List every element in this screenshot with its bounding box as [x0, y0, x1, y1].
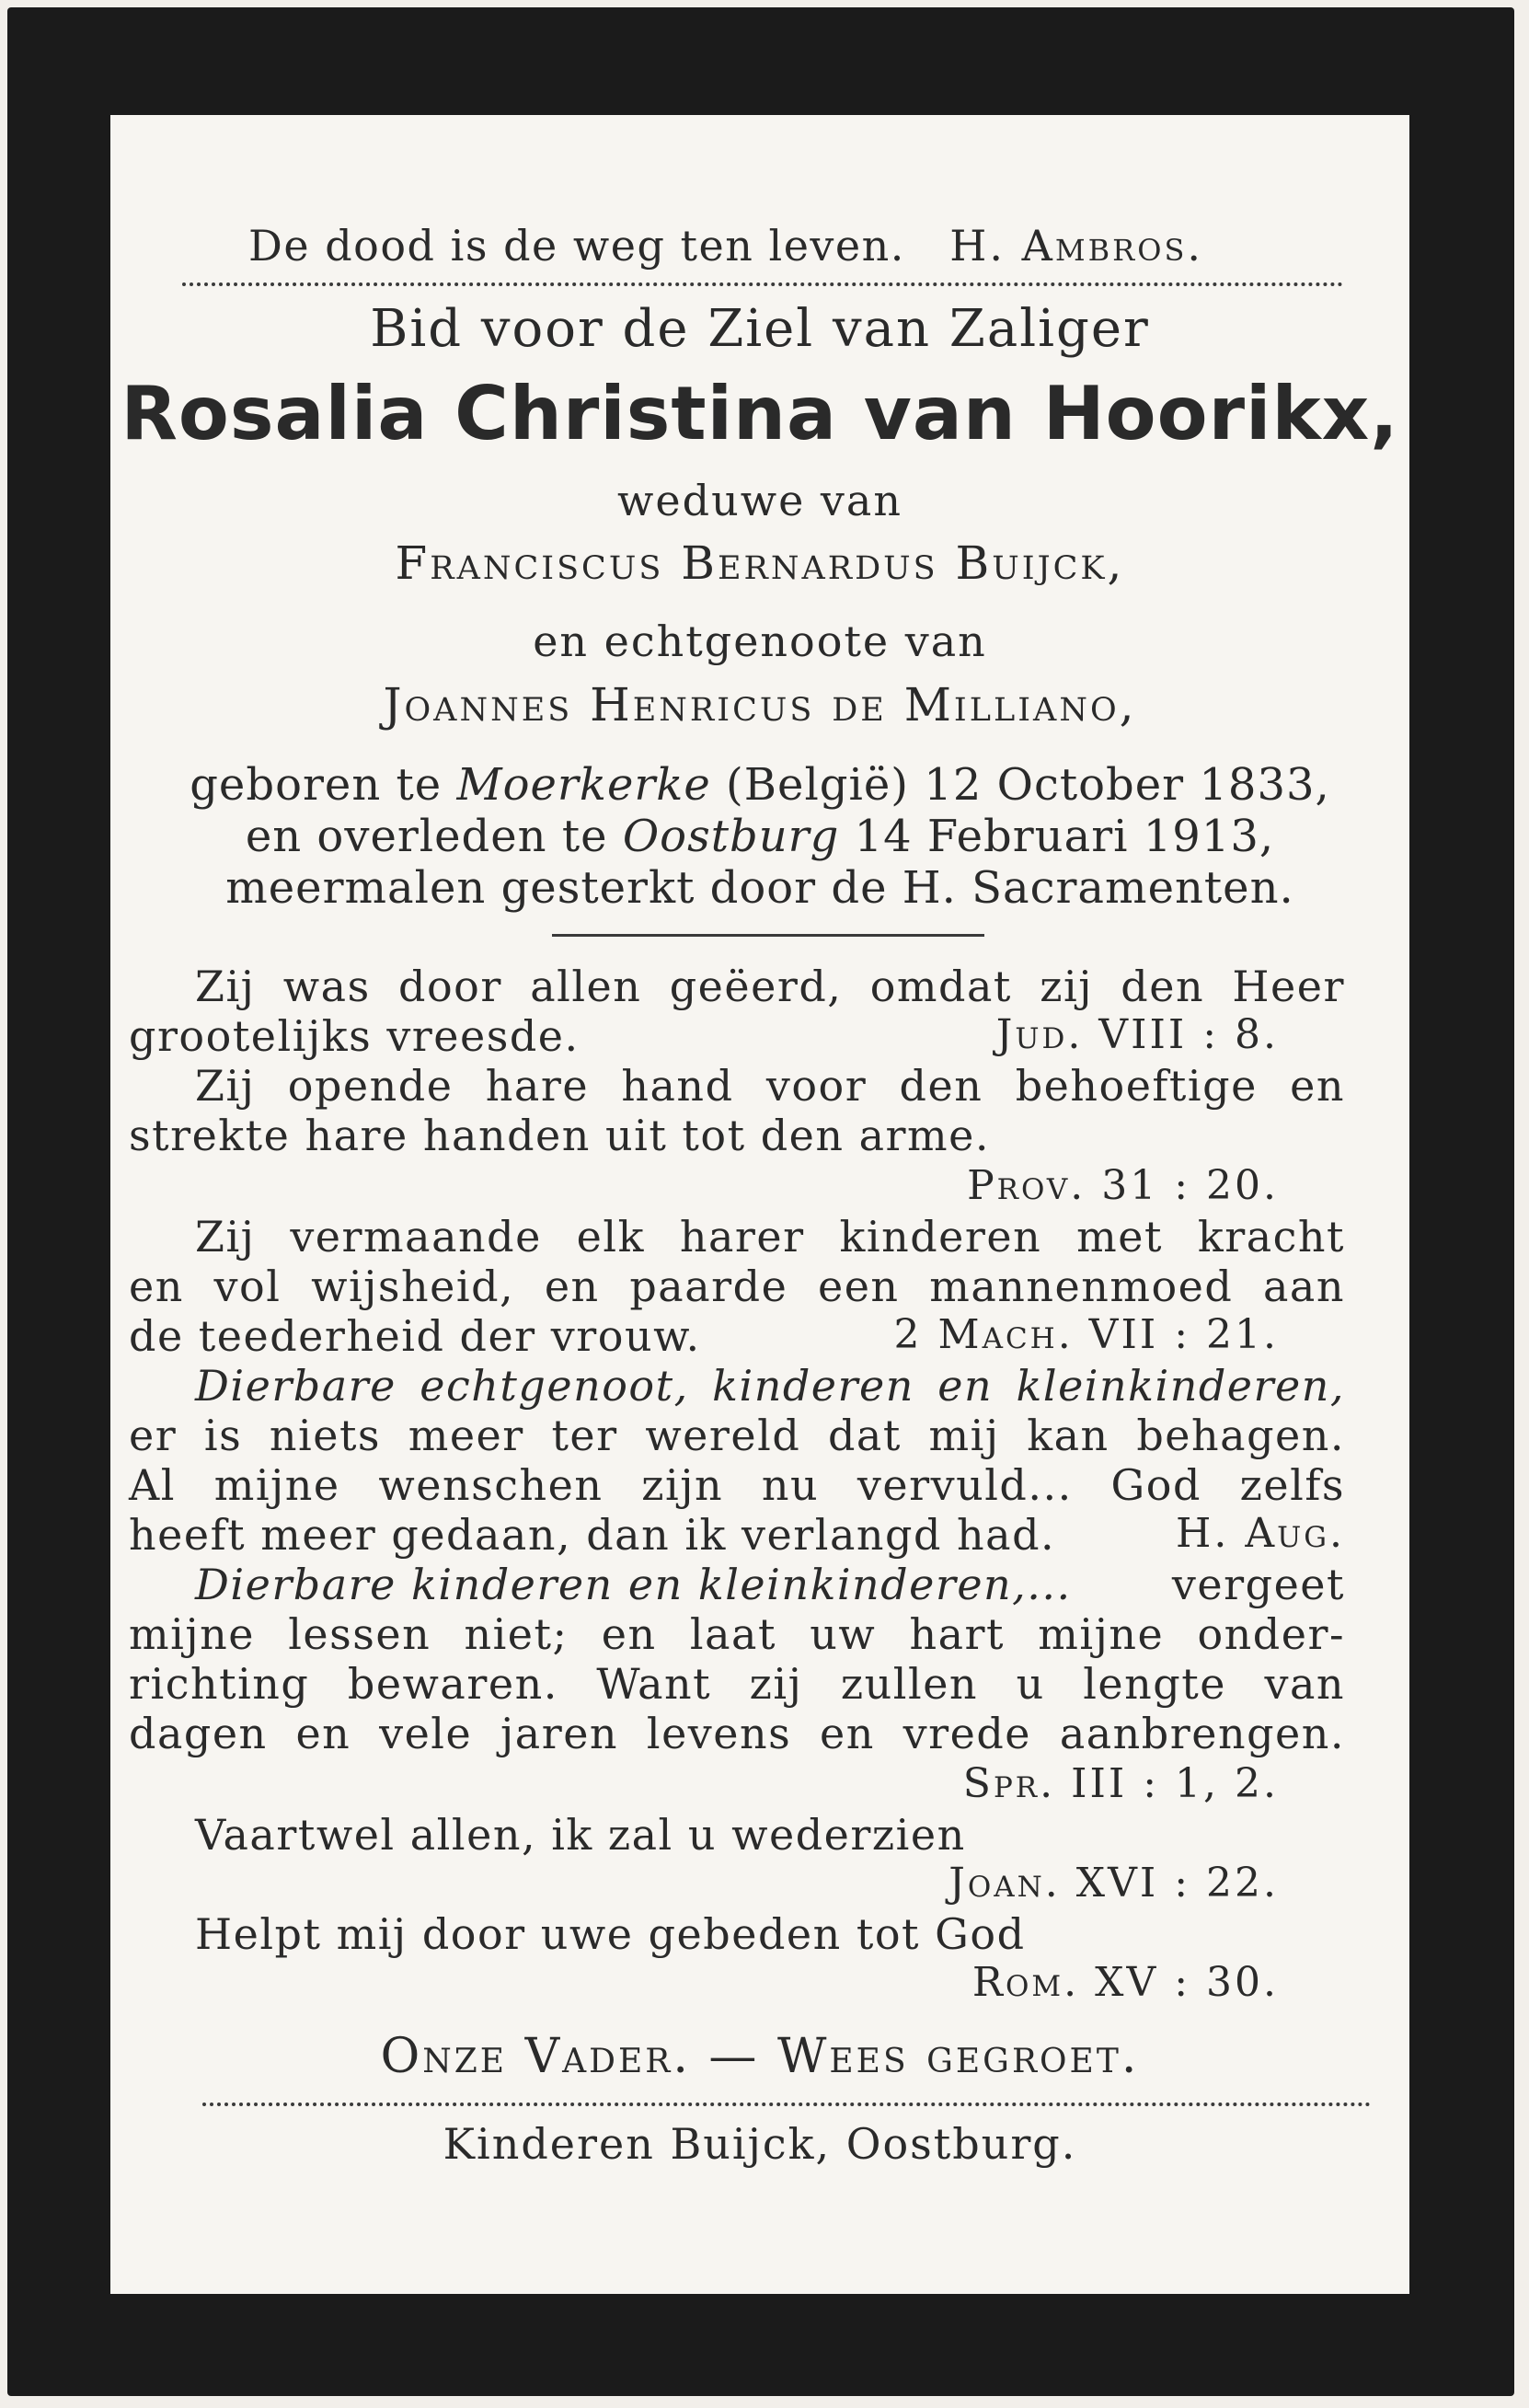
verse-5-line-2: mijne lessen niet; en laat uw hart mijne onder-	[129, 1609, 1345, 1659]
sacraments-line: meermalen gesterkt door de H. Sacramenten.	[225, 862, 1294, 914]
verse-4-line-1: Dierbare echtgenoot, kinderen en kleinkinderen,	[195, 1361, 1345, 1411]
motto: De dood is de weg ten leven. H. Ambros.	[248, 221, 1203, 271]
verse-1-line-2: grootelijks vreesde. Jud. VIII : 8.	[129, 1011, 1279, 1061]
death-line: en overleden te Oostburg 14 Februari 1913,	[245, 811, 1275, 862]
verse-2-ref: Prov. 31 : 20.	[967, 1162, 1279, 1209]
verse-5-line-4: dagen en vele jaren levens en vrede aanbrengen.	[129, 1709, 1345, 1758]
verse-3-line-1: Zij vermaande elk harer kinderen met kracht	[195, 1212, 1345, 1262]
closing-prayers: Onze Vader. — Wees gegroet.	[380, 2029, 1140, 2084]
verse-6-line-1: Vaartwel allen, ik zal u wederzien	[195, 1810, 966, 1860]
verse-5-ref: Spr. III : 1, 2.	[962, 1760, 1279, 1807]
verse-2-line-2: strekte hare handen uit tot den arme.	[129, 1111, 991, 1160]
second-husband: Joannes Henricus de Milliano,	[383, 678, 1137, 732]
verse-1-line-1: Zij was door allen geëerd, omdat zij den Heer	[195, 962, 1345, 1011]
verse-3-ref: 2 Mach. VII : 21.	[893, 1311, 1279, 1358]
spouse-label: en echtgenoote van	[533, 616, 987, 666]
prayer-intro: Bid voor de Ziel van Zaliger	[370, 299, 1150, 359]
verse-5-line-3: richting bewaren. Want zij zullen u lengte van	[129, 1659, 1345, 1709]
birth-line: geboren te Moerkerke (België) 12 October 1833,	[190, 759, 1330, 811]
bottom-dotted-rule	[202, 2103, 1371, 2106]
verse-1-ref: Jud. VIII : 8.	[995, 1011, 1279, 1058]
verse-2-line-1: Zij opende hare hand voor den behoeftige en	[195, 1061, 1345, 1111]
verse-4-ref: H. Aug.	[1176, 1510, 1345, 1557]
verse-4-line-3: Al mijne wenschen zijn nu vervuld... God zelfs	[129, 1460, 1345, 1510]
verse-5-line-1: Dierbare kinderen en kleinkinderen,... vergeet	[195, 1560, 1345, 1609]
first-husband: Franciscus Bernardus Buijck,	[395, 536, 1125, 590]
verse-3-line-3: de teederheid der vrouw. 2 Mach. VII : 21.	[129, 1311, 1279, 1361]
verse-4-line-4: heeft meer gedaan, dan ik verlangd had. H. Aug.	[129, 1510, 1345, 1560]
top-dotted-rule	[182, 282, 1343, 286]
middle-rule	[552, 934, 984, 937]
memorial-card	[110, 115, 1409, 2294]
verse-4-line-2: er is niets meer ter wereld dat mij kan behagen.	[129, 1411, 1345, 1460]
verse-7-line-1: Helpt mij door uwe gebeden tot God	[195, 1909, 1026, 1959]
printer-line: Kinderen Buijck, Oostburg.	[443, 2119, 1077, 2169]
widow-of-label: weduwe van	[617, 476, 902, 525]
deceased-name: Rosalia Christina van Hoorikx,	[121, 371, 1399, 456]
verse-3-line-2: en vol wijsheid, en paarde een mannenmoed aan	[129, 1262, 1345, 1311]
verse-7-ref: Rom. XV : 30.	[971, 1959, 1279, 2006]
verse-6-ref: Joan. XVI : 22.	[948, 1860, 1279, 1907]
